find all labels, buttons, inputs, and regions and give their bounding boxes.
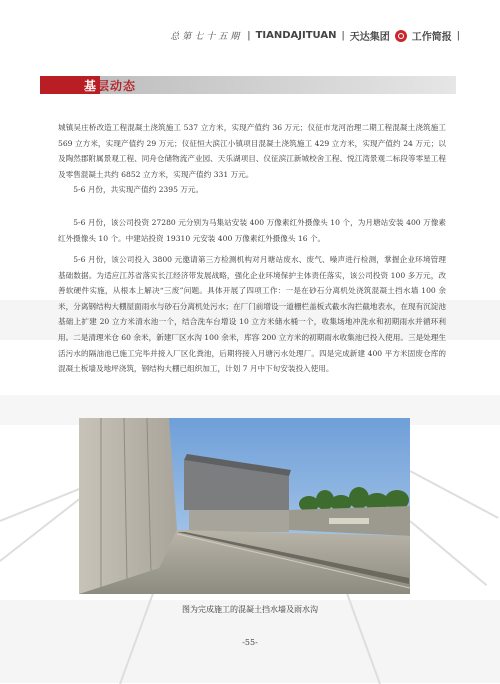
section-title-rest: 层动态 <box>97 79 137 93</box>
photo-caption: 图为完成施工的混凝土挡水墙及雨水沟 <box>182 605 318 614</box>
issue-number: 总第七十五期 <box>170 32 243 42</box>
paragraph: 城镇吴庄桥改造工程混凝土浇筑施工 537 立方米，实现产值约 36 万元；仪征市龙河治理二期工程混凝土浇筑施工 569 立方米，实现产值约 29 万元；仪征恒大滨江小镇项目混凝土浇筑施工 429 立方米，实现产值约 24 万元；以及陶然郡附属景观工程、同舟仓储物流产业园、天乐湖项目、仪征滨江新城校舍工程、悦江湾景观二标段等零星工程及零售混凝土共约 6852 立方米，实现产值约 331 万元。 <box>58 123 446 179</box>
article-body <box>58 215 446 246</box>
page-header <box>170 28 460 43</box>
paragraph: 5-6 月份，该公司投资 27280 元分别为马集站安装 400 万像素红外摄像头 10 个，为月塘站安装 400 万像素红外摄像头 10 个。中建站投资 19310 元安装 400 万像素红外摄像头 16 个。 <box>58 218 446 243</box>
site-photo <box>79 418 410 594</box>
section-title-bar <box>40 76 456 94</box>
background-road-line <box>410 470 499 519</box>
paragraph: 5-6 月份，共实现产值约 2395 万元。 <box>73 185 204 195</box>
header-separator: | <box>456 30 460 41</box>
article-body <box>58 120 446 198</box>
brand-name-cn: 天达集团 <box>349 32 390 43</box>
brand-name-en: TIANDAJITUAN <box>255 30 337 41</box>
page-number: -55- <box>242 638 258 647</box>
publication-name: 工作简报 <box>411 32 452 43</box>
section-title <box>84 77 136 94</box>
header-separator: | <box>341 30 345 41</box>
site-structure <box>329 518 369 524</box>
company-logo-icon <box>395 30 407 42</box>
paragraph: 5-6 月份，该公司投入 3800 元邀请第三方检测机构对月塘站废水、废气、噪声进行检测，掌握企业环境管理基础数据。为适应江苏省落实长江经济带发展战略，强化企业环境保护主体责任落实，该公司投资 100 多万元，改善软硬件实施，从根本上解决“三废”问题。具体开展了四项工作：一是在砂石分离机处浇筑混凝土挡水墙 100 余米，分离钢结构大棚屋面雨水与砂石分离机处污水；在厂门前增设一道栅栏盖板式截水沟拦截地表水，在现有沉淀池基础上扩建 20 立方米清水池一个，结合洗车台增设 10 立方米储水桶一个，收集场地冲洗水和初期雨水并循环利用。二是清理米仓 60 余米，新建厂区水沟 100 余米，库容 200 立方米的初期雨水收集池已投入使用。三是处理生活污水的隔油池已施工完毕并接入厂区化粪池，后期将接入月塘污水处理厂。四是完成新建 400 平方米固废仓库的混凝土板墙及地坪浇筑，钢结构大棚已组织加工，计划 7 月中下旬安装投入使用。 <box>58 255 446 374</box>
header-separator: | <box>247 30 251 41</box>
article-body <box>58 252 446 377</box>
shed-base-wall <box>189 510 289 532</box>
background-road-line <box>409 520 487 586</box>
site-photo-illustration <box>79 418 410 594</box>
section-title-first-char: 基 <box>84 79 98 93</box>
